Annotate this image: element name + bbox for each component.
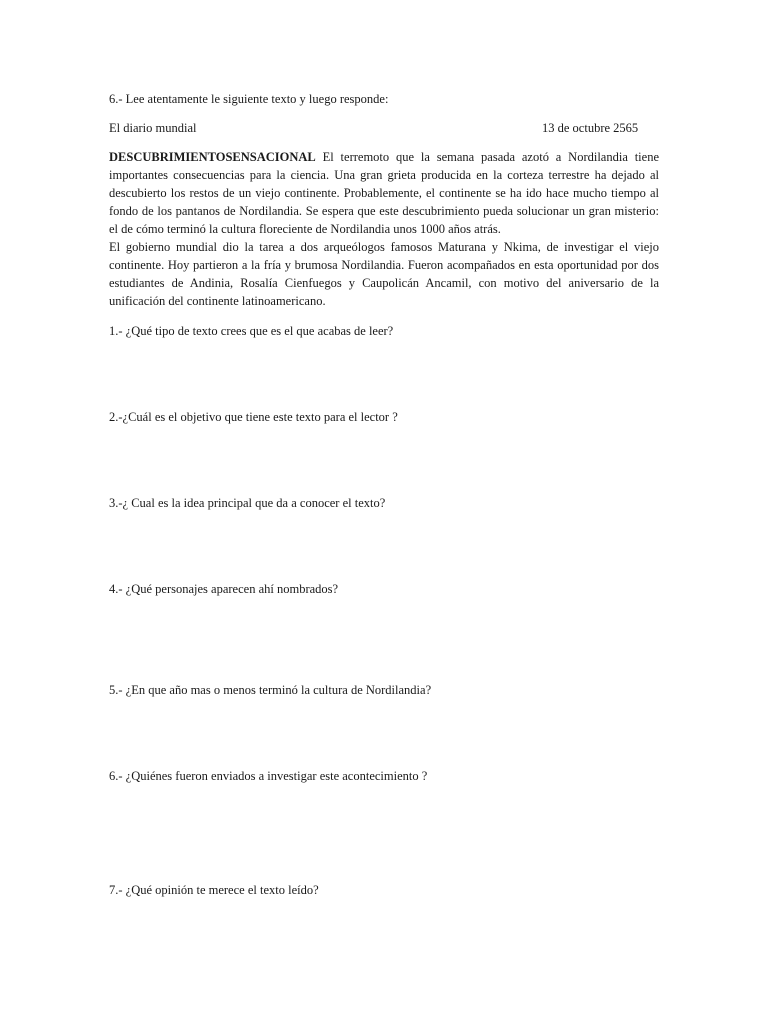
question-4: 4.- ¿Qué personajes aparecen ahí nombrados? [109,582,339,596]
question-5: 5.- ¿En que año mas o menos terminó la cultura de Nordilandia? [109,683,432,697]
article-paragraph-1 [109,148,659,238]
question-2: 2.-¿Cuál es el objetivo que tiene este texto para el lector ? [109,410,398,424]
article-paragraph-2: El gobierno mundial dio la tarea a dos arqueólogos famosos Maturana y Nkima, de investigar el viejo continente. Hoy partieron a la fría y brumosa Nordilandia. Fueron acompañados en esta oportunidad por dos estudiantes de Andinia, Rosalía Cienfuegos y Caupolicán Ancamil, con motivo del aniversario de la unificación del continente latinoamericano. [109,240,659,308]
article-paragraph-1-text: El terremoto que la semana pasada azotó a Nordilandia tiene importantes consecuencias para la ciencia. Una gran grieta producida en la corteza terrestre ha dejado al descubierto los restos de un viejo continente. Probablemente, el continente se ha ido hace mucho tiempo al fondo de los pantanos de Nordilandia. Se espera que este descubrimiento pueda solucionar un gran misterio: el de cómo terminó la cultura floreciente de Nordilandia unos 1000 años atrás. [109,150,660,236]
article-body [109,148,659,310]
instruction-text: 6.- Lee atentamente le siguiente texto y luego responde: [109,92,389,106]
question-7: 7.- ¿Qué opinión te merece el texto leído? [109,883,319,897]
article-headline: DESCUBRIMIENTOSENSACIONAL [109,150,316,164]
question-3: 3.-¿ Cual es la idea principal que da a conocer el texto? [109,496,386,510]
question-6: 6.- ¿Quiénes fueron enviados a investigar este acontecimiento ? [109,769,428,783]
newspaper-name: El diario mundial [109,121,197,135]
newspaper-header [109,119,659,137]
question-1: 1.- ¿Qué tipo de texto crees que es el que acabas de leer? [109,324,394,338]
newspaper-date: 13 de octubre 2565 [542,121,639,135]
